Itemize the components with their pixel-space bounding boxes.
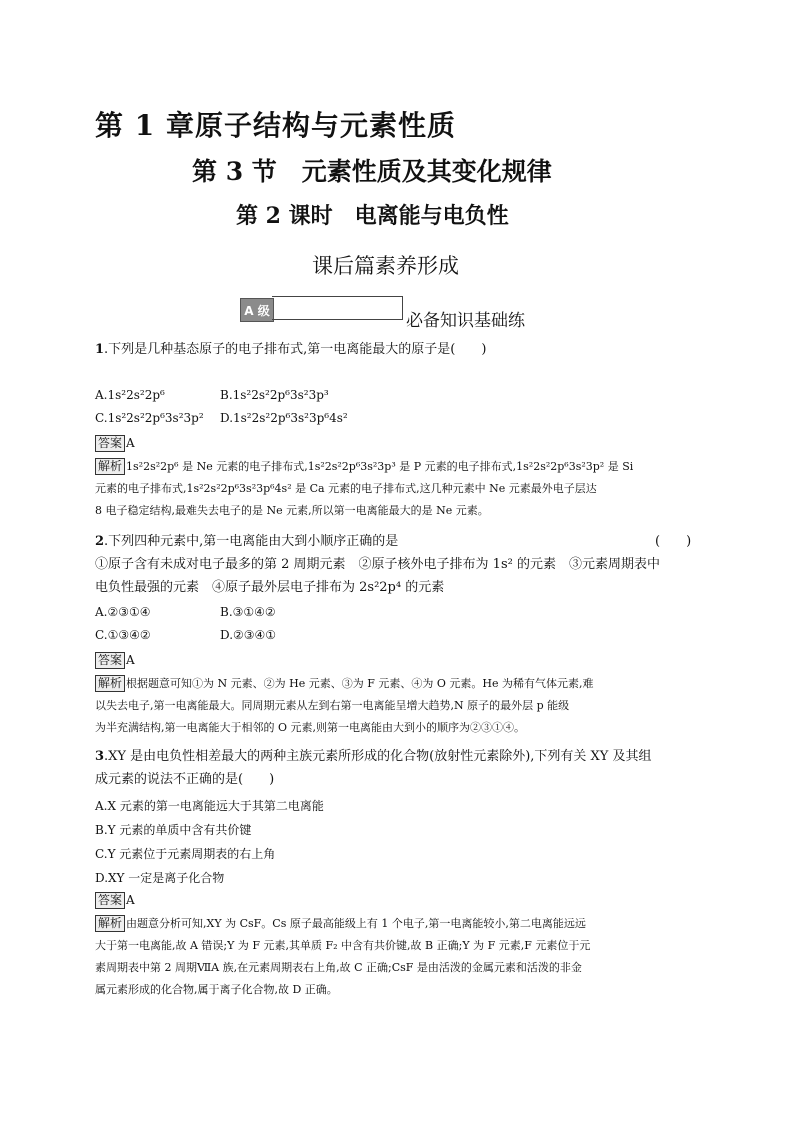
answer-1: 答案 A xyxy=(95,435,135,452)
option-1b: B.1s²2s²2p⁶3s²3p³ xyxy=(220,388,329,402)
option-1d: D.1s²2s²2p⁶3s²3p⁶4s² xyxy=(220,411,348,425)
explanation-3: 解析 由题意分析可知,XY 为 CsF。Cs 原子最高能级上有 1 个电子,第一电离能较小,第二电离能远远 大于第一电离能,故 A 错误;Y 为 F 元素,其单质 F₂ 中含有共价键,故 B 正确;Y 为 F 元素,F 元素位于元 素周期表中第 2 周期ⅦA 族,在元素周期表右上角,故 C 正确;CsF 是由活泼的金属元素和活泼的非金 属元素形成的化合物,属于离子化合物,故 D 正确。 xyxy=(95,916,591,996)
question-2-stem: 2.下列四种元素中,第一电离能由大到小顺序正确的是 xyxy=(95,534,399,549)
page-subtitle: 课后篇素养形成 xyxy=(312,254,459,278)
option-1a: A.1s²2s²2p⁶ xyxy=(95,388,165,402)
explanation-badge: 解析 xyxy=(95,458,125,475)
explanation-1: 解析 1s²2s²2p⁶ 是 Ne 元素的电子排布式,1s²2s²2p⁶3s²3p³ 是 P 元素的电子排布式,1s²2s²2p⁶3s²3p² 是 Si 元素的电子排布式,1s²2s²2p⁶3s²3p⁶4s² 是 Ca 元素的电子排布式,这几种元素中 Ne 元素最外电子层达 8 电子稳定结构,最难失去电子的是 Ne 元素,所以第一电离能最大的是 Ne 元素。 xyxy=(95,459,634,517)
explanation-badge: 解析 xyxy=(95,675,125,692)
level-box xyxy=(272,296,403,320)
question-2-line-2: 电负性最强的元素 ④原子最外层电子排布为 2s²2p⁴ 的元素 xyxy=(95,580,445,595)
option-3a: A.X 元素的第一电离能远大于其第二电离能 xyxy=(95,799,324,813)
question-3-line-1: 成元素的说法不正确的是( ) xyxy=(95,772,275,787)
level-title: 必备知识基础练 xyxy=(406,311,525,331)
explanation-2: 解析 根据题意可知①为 N 元素、②为 He 元素、③为 F 元素、④为 O 元素。He 为稀有气体元素,难 以失去电子,第一电离能最大。同周期元素从左到右第一电离能呈增大趋势,N 原子的最外层 p 能级 为半充满结构,第一电离能大于相邻的 O 元素,则第一电离能由大到小的顺序为②③①④。 xyxy=(95,676,594,734)
answer-badge: 答案 xyxy=(95,435,125,452)
question-2-line-1: ①原子含有未成对电子最多的第 2 周期元素 ②原子核外电子排布为 1s² 的元素 ③元素周期表中 xyxy=(95,557,660,572)
option-2a: A.②③①④ xyxy=(95,605,151,619)
lesson-title: 第 2 课时 电离能与电负性 xyxy=(236,203,509,229)
option-3c: C.Y 元素位于元素周期表的右上角 xyxy=(95,847,276,861)
option-2c: C.①③④② xyxy=(95,628,151,642)
option-3d: D.XY 一定是离子化合物 xyxy=(95,871,225,885)
option-3b: B.Y 元素的单质中含有共价键 xyxy=(95,823,252,837)
answer-2: 答案 A xyxy=(95,652,135,669)
option-2b: B.③①④② xyxy=(220,605,276,619)
option-1c: C.1s²2s²2p⁶3s²3p² xyxy=(95,411,204,425)
section-title: 第 3 节 元素性质及其变化规律 xyxy=(192,157,552,186)
question-1-stem: 1.下列是几种基态原子的电子排布式,第一电离能最大的原子是( ) xyxy=(95,342,487,357)
question-2-paren: ( ) xyxy=(655,534,692,549)
chapter-title: 第 1 章原子结构与元素性质 xyxy=(95,109,456,142)
option-2d: D.②③④① xyxy=(220,628,277,642)
level-badge: A 级 xyxy=(240,298,274,322)
explanation-badge: 解析 xyxy=(95,915,125,932)
answer-badge: 答案 xyxy=(95,652,125,669)
answer-3: 答案 A xyxy=(95,892,135,909)
question-3-stem: 3.XY 是由电负性相差最大的两种主族元素所形成的化合物(放射性元素除外),下列有关 XY 及其组 xyxy=(95,749,652,764)
answer-badge: 答案 xyxy=(95,892,125,909)
